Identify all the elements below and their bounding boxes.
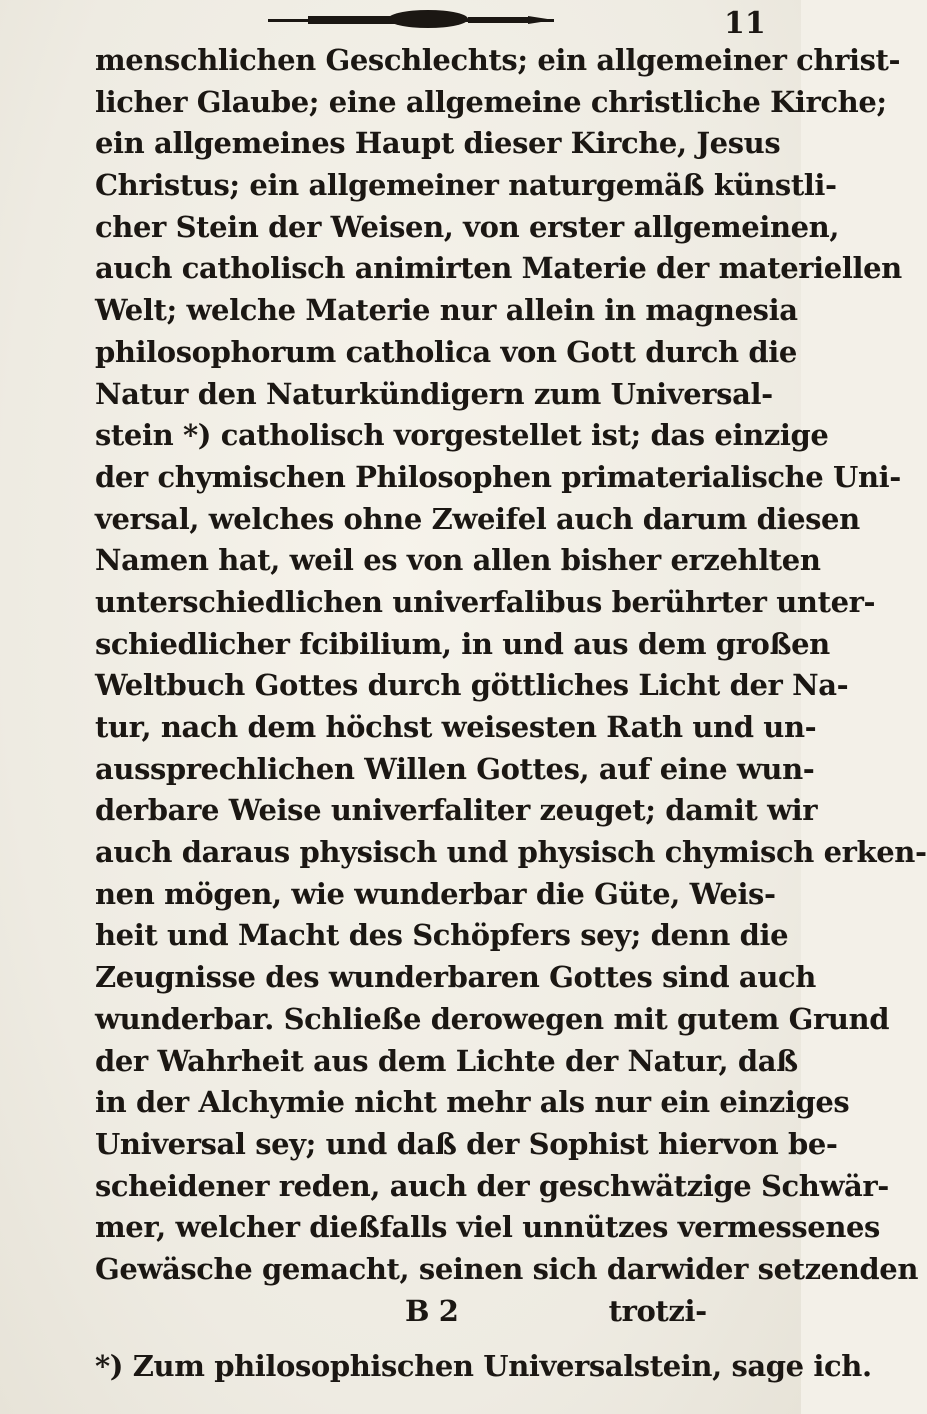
- text-line: menschlichen Geschlechts; ein allgemeiner christ-: [95, 43, 901, 77]
- signature-line: [95, 1291, 745, 1333]
- catchword: trotzi-: [608, 1293, 707, 1328]
- text-line: der Wahrheit aus dem Lichte der Natur, daß: [95, 1043, 798, 1078]
- text-line: nen mögen, wie wunderbar die Güte, Weis-: [95, 876, 776, 911]
- text-line: wunderbar. Schließe derowegen mit gutem Grund: [95, 1001, 890, 1036]
- text-line: aussprechlichen Willen Gottes, auf eine wun-: [95, 751, 815, 786]
- text-line: Zeugnisse des wunderbaren Gottes sind auch: [95, 960, 816, 995]
- text-line: derbare Weise univerfaliter zeuget; damit wir: [95, 793, 818, 828]
- footnote: *) Zum philosophischen Universalstein, sage ich.: [95, 1349, 872, 1383]
- text-line: heit und Macht des Schöpfers sey; denn die: [95, 918, 789, 953]
- text-line: Natur den Naturkündigern zum Universal-: [95, 376, 773, 411]
- text-line: licher Glaube; eine allgemeine christliche Kirche;: [95, 84, 887, 119]
- text-line: der chymischen Philosophen primaterialische Uni-: [95, 459, 901, 494]
- text-line: Gewäsche gemacht, seinen sich darwider setzenden: [95, 1251, 919, 1286]
- text-line: philosophorum catholica von Gott durch die: [95, 334, 797, 369]
- text-line: versal, welches ohne Zweifel auch darum diesen: [95, 501, 860, 536]
- text-line: tur, nach dem höchst weisesten Rath und un-: [95, 710, 817, 744]
- text-line: in der Alchymie nicht mehr als nur ein einziges: [95, 1085, 850, 1120]
- text-line: Namen hat, weil es von allen bisher erzehlten: [95, 543, 821, 578]
- header-ornament: [268, 10, 554, 30]
- text-line: schiedlicher fcibilium, in und aus dem großen: [95, 626, 830, 661]
- text-line: unterschiedlichen univerfalibus berührter unter-: [95, 584, 876, 619]
- text-line: auch daraus physisch und physisch chymisch erken-: [95, 835, 927, 870]
- text-line: Universal sey; und daß der Sophist hiervon be-: [95, 1126, 838, 1161]
- text-line: scheidener reden, auch der geschwätzige Schwär-: [95, 1168, 889, 1203]
- signature-mark: B 2: [405, 1293, 459, 1328]
- text-line: mer, welcher dießfalls viel unnützes vermessenes: [95, 1210, 880, 1245]
- text-line: Welt; welche Materie nur allein in magnesia: [95, 293, 798, 328]
- text-line: cher Stein der Weisen, von erster allgemeinen,: [95, 209, 840, 244]
- text-line: auch catholisch animirten Materie der materiellen: [95, 251, 902, 286]
- page-number: 11: [724, 6, 766, 41]
- text-line: ein allgemeines Haupt dieser Kirche, Jesus: [95, 126, 781, 161]
- body-text: [95, 40, 927, 1332]
- text-line: Christus; ein allgemeiner naturgemäß künstli-: [95, 168, 837, 203]
- text-line: stein *) catholisch vorgestellet ist; das einzige: [95, 418, 829, 453]
- text-line: Weltbuch Gottes durch göttliches Licht der Na-: [95, 668, 849, 703]
